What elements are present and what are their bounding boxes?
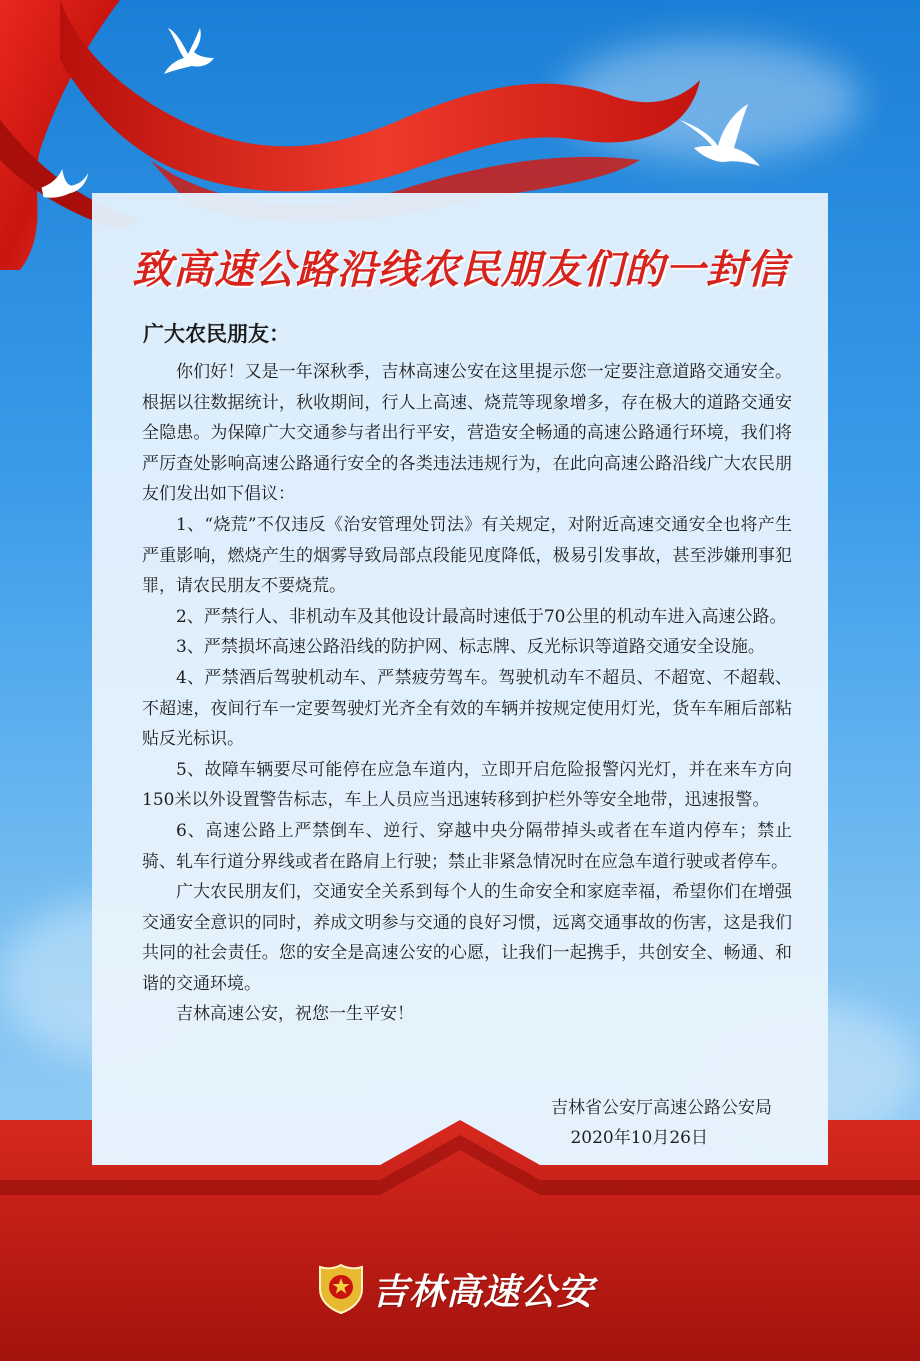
dove-icon	[158, 24, 218, 84]
paragraph: 吉林高速公安，祝您一生平安！	[176, 1004, 414, 1025]
paragraph: 5、故障车辆要尽可能停在应急车道内，立即开启危险报警闪光灯，并在来车方向150米以外设置警告标志，车上人员应当迅速转移到护栏外等安全地带，迅速报警。	[142, 759, 792, 811]
paragraph: 4、严禁酒后驾驶机动车、严禁疲劳驾车。驾驶机动车不超员、不超宽、不超载、不超速，夜间行车一定要驾驶灯光齐全有效的车辆并按规定使用灯光，货车车厢后部粘贴反光标识。	[142, 667, 792, 750]
paragraph: 2、严禁行人、非机动车及其他设计最高时速低于70公里的机动车进入高速公路。	[176, 606, 787, 627]
footer-logo	[318, 1263, 594, 1315]
letter-title: 致高速公路沿线农民朋友们的一封信	[132, 246, 788, 293]
footer-band	[0, 1120, 920, 1361]
footer-brand-name: 吉林高速公安	[372, 1271, 595, 1313]
letter-body	[142, 357, 792, 1030]
paragraph: 广大农民朋友们，交通安全关系到每个人的生命安全和家庭幸福，希望你们在增强交通安全意识的同时，养成文明参与交通的良好习惯，远离交通事故的伤害，这是我们共同的社会责任。您的安全是高速公安的心愿，让我们一起携手，共创安全、畅通、和谐的交通环境。	[142, 882, 792, 994]
paragraph: 6、高速公路上严禁倒车、逆行、穿越中央分隔带掉头或者在车道内停车；禁止骑、轧车行道分界线或者在路肩上行驶；禁止非紧急情况时在应急车道行驶或者停车。	[142, 820, 792, 872]
paragraph: 1、“烧荒”不仅违反《治安管理处罚法》有关规定，对附近高速交通安全也将产生严重影响，燃烧产生的烟雾导致局部点段能见度降低，极易引发事故，甚至涉嫌刑事犯罪，请农民朋友不要烧荒。	[142, 514, 792, 597]
police-badge-icon	[318, 1263, 364, 1315]
salutation: 广大农民朋友：	[143, 322, 290, 346]
paragraph: 你们好！又是一年深秋季，吉林高速公安在这里提示您一定要注意道路交通安全。根据以往数据统计，秋收期间，行人上高速、烧荒等现象增多，存在极大的道路交通安全隐患。为保障广大交通参与者出行平安，营造安全畅通的高速公路通行环境，我们将严厉查处影响高速公路通行安全的各类违法违规行为，在此向高速公路沿线广大农民朋友们发出如下倡议：	[142, 362, 792, 505]
signature-date: 2020年10月26日	[570, 1128, 708, 1148]
paragraph: 3、严禁损坏高速公路沿线的防护网、标志牌、反光标识等道路交通安全设施。	[176, 637, 765, 658]
dove-icon	[676, 100, 766, 180]
dove-icon	[36, 158, 92, 208]
signature-org: 吉林省公安厅高速公路公安局	[551, 1098, 772, 1118]
